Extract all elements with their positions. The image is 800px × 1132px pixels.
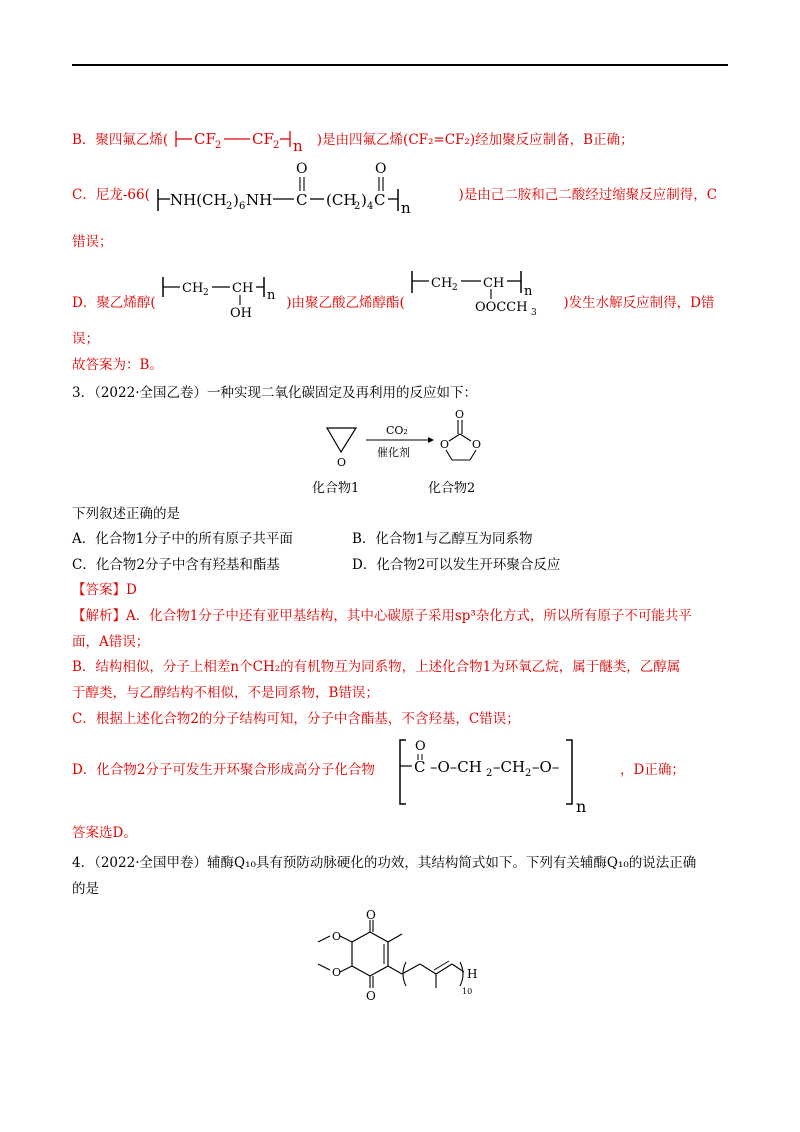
epoxide-ring	[327, 428, 356, 452]
svg-text:OOCCH: OOCCH	[475, 300, 528, 315]
svg-text:CH: CH	[231, 281, 254, 296]
svg-text:CH: CH	[483, 276, 505, 291]
svg-text:10: 10	[462, 987, 473, 996]
svg-text:O: O	[375, 161, 387, 177]
svg-text:n: n	[576, 797, 587, 816]
q3-option-d: D．化合物2可以发生开环聚合反应	[352, 557, 561, 573]
ptfe-structure	[172, 123, 312, 153]
nylon66-structure	[154, 161, 454, 217]
svg-text:): )	[361, 191, 367, 209]
svg-text:–O–CH: –O–CH	[430, 758, 482, 776]
svg-text:2: 2	[525, 768, 532, 779]
q3-answer: 【答案】D	[72, 582, 137, 598]
svg-text:CH: CH	[431, 276, 453, 291]
q3-analysis-c: C．根据上述化合物2的分子结构可知，分子中含酯基，不含羟基，C错误；	[72, 711, 520, 727]
svg-text:n: n	[524, 284, 533, 299]
q3-final: 答案选D。	[72, 825, 137, 841]
svg-text:O: O	[366, 989, 376, 1003]
svg-text:): )	[233, 191, 239, 209]
compound1-label: 化合物1	[312, 481, 360, 496]
svg-text:H: H	[467, 967, 478, 981]
q3-analysis-d-prefix: D．化合物2分子可发生开环聚合形成高分子化合物	[72, 762, 375, 778]
svg-text:C: C	[414, 758, 426, 776]
q3-analysis-a1: 【解析】A．化合物1分子中还有亚甲基结构，其中心碳原子采用sp³杂化方式，所以所有原子不可能共平	[72, 608, 692, 624]
svg-text:2: 2	[215, 140, 222, 151]
svg-text:2: 2	[486, 768, 493, 779]
header-rule	[72, 64, 728, 66]
answer-b-line: B．聚四氟乙烯( CF 2 CF 2 n )是由四氟乙烯(CF₂=CF₂)经加聚反应制备，B正确；	[72, 114, 634, 150]
coenzyme-q10-structure	[310, 908, 510, 1008]
svg-text:O: O	[332, 930, 342, 943]
q3-option-a: A．化合物1分子中的所有原子共平面	[72, 531, 293, 547]
answer-final: 故答案为：B。	[72, 357, 163, 373]
q3-option-c: C．化合物2分子中含有羟基和酯基	[72, 557, 280, 573]
svg-text:O: O	[296, 161, 308, 177]
svg-text:2: 2	[452, 283, 458, 293]
svg-text:CH: CH	[181, 281, 204, 296]
svg-text:NH(CH: NH(CH	[170, 191, 227, 209]
reaction-scheme	[310, 408, 510, 496]
answer-c-line: C．尼龙-66( NH(CH 2 ) 6 NH C O (CH 2 ) 4 C O n )是由己二胺和己二酸经过缩聚反应制得，C	[72, 161, 718, 217]
svg-text:n: n	[266, 288, 276, 303]
svg-text:3: 3	[531, 308, 537, 318]
pvac-structure	[409, 269, 559, 323]
catalyst-label: 催化剂	[377, 446, 410, 459]
svg-text:6: 6	[239, 201, 246, 212]
svg-text:2: 2	[273, 140, 280, 151]
svg-text:2: 2	[202, 288, 209, 298]
svg-text:n: n	[293, 137, 304, 155]
svg-text:CF: CF	[252, 130, 275, 148]
svg-text:C: C	[296, 191, 308, 209]
svg-text:OH: OH	[229, 306, 252, 321]
compound2-label: 化合物2	[428, 481, 476, 496]
svg-text:NH: NH	[246, 191, 273, 209]
svg-text:C: C	[374, 191, 386, 209]
svg-text:n: n	[401, 199, 411, 217]
q3-option-b: B．化合物1与乙醇互为同系物	[352, 531, 533, 547]
answer-c-wrap: 错误；	[72, 234, 113, 250]
svg-text:O: O	[415, 739, 426, 754]
svg-text:O: O	[440, 438, 450, 451]
q3-ask: 下列叙述正确的是	[72, 506, 180, 522]
q4-stem-line1: 4．（2022·全国甲卷）辅酶Q₁₀具有预防动脉硬化的功效，其结构简式如下。下列有关辅酶Q₁₀的说法正确	[72, 855, 697, 871]
svg-text:O: O	[366, 908, 376, 922]
svg-text:O: O	[472, 438, 482, 451]
svg-text:–O–: –O–	[532, 758, 560, 776]
q3-analysis-b1: B．结构相似，分子上相差n个CH₂的有机物互为同系物，上述化合物1为环氧乙烷，属于醚类，乙醇属	[72, 659, 681, 675]
svg-text:–CH: –CH	[493, 758, 526, 776]
svg-text:4: 4	[367, 201, 374, 212]
svg-text:2: 2	[354, 201, 361, 212]
q3-stem: 3．（2022·全国乙卷）一种实现二氧化碳固定及再利用的反应如下：	[72, 385, 477, 401]
q3-analysis-d-suffix: ，D正确；	[620, 762, 685, 778]
q3-analysis-b2: 于醇类，与乙醇结构不相似，不是同系物，B错误；	[72, 685, 379, 701]
pva-structure	[160, 273, 282, 321]
svg-text:O: O	[455, 408, 465, 421]
svg-text:2: 2	[226, 201, 233, 212]
svg-text:O: O	[337, 456, 347, 469]
reagent-label: CO₂	[386, 424, 408, 437]
q3-analysis-a2: 面，A错误；	[72, 634, 150, 650]
answer-d-wrap: 误；	[72, 331, 99, 347]
polycarbonate-structure	[396, 736, 618, 816]
svg-text:O: O	[332, 966, 342, 979]
q4-stem-line2: 的是	[72, 881, 99, 897]
svg-text:CF: CF	[194, 130, 217, 148]
answer-d-line: D．聚乙烯醇( CH 2 CH n OH )由聚乙酸乙烯醇酯( CH 2 CH n OOCCH 3 )发生水解反应制得，D错	[72, 283, 714, 313]
svg-text:(CH: (CH	[326, 191, 357, 209]
